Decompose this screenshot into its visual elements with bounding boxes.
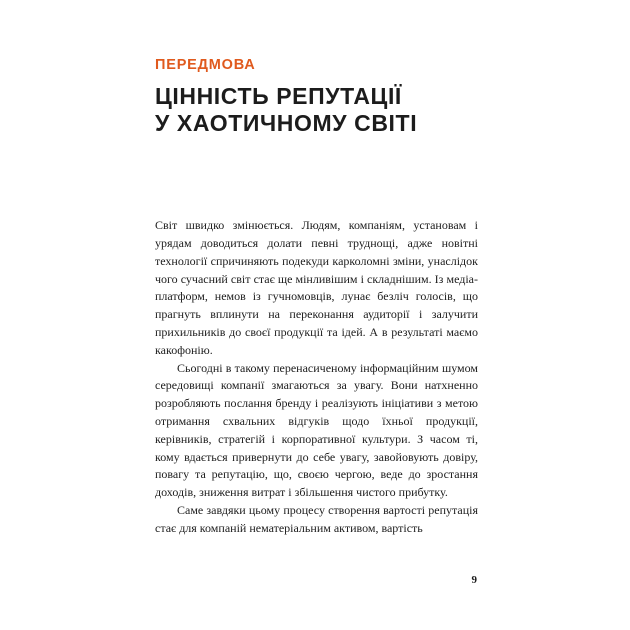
body-text: [155, 217, 478, 537]
title-line-2: У ХАОТИЧНОМУ СВІТІ: [155, 110, 418, 137]
chapter-kicker: ПЕРЕДМОВА: [155, 57, 256, 73]
paragraph: Сьогодні в такому перенасиченому інформаційним шумом середовищі компанії змагаються за увагу. Вони натхненно розробляють послання бренду і реалізують ініціативи з метою отримання схвальних відгуків щодо їхньої продукції, керівників, стратегій і корпоративної культури. З часом ті, кому вдається привернути до себе увагу, завойовують довіру, повагу та репутацію, що, своєю чергою, веде до зростання доходів, зниження витрат і збільшення чистого прибутку.: [155, 360, 478, 500]
page-number: 9: [471, 574, 477, 586]
title-line-1: ЦІННІСТЬ РЕПУТАЦІЇ: [155, 83, 402, 109]
text-column: [155, 57, 478, 538]
page-title: [155, 83, 478, 137]
paragraph: Саме завдяки цьому процесу створення вартості репутація стає для компаній нематеріальним активом, вартість: [155, 503, 478, 535]
paragraph: Світ швидко змінюється. Людям, компаніям, установам і урядам доводиться долати певні труднощі, адже новітні технології спричиняють подекуди карколомні зміни, унаслідок чого сучасний світ стає ще мінливішим і складнішим. Із медіа-платформ, немов із гучномовців, лунає безліч голосів, що прагнуть вплинути на переконання аудиторії і залучити прихильників до своєї продукції та ідей. А в результаті маємо какофонію.: [155, 218, 478, 357]
